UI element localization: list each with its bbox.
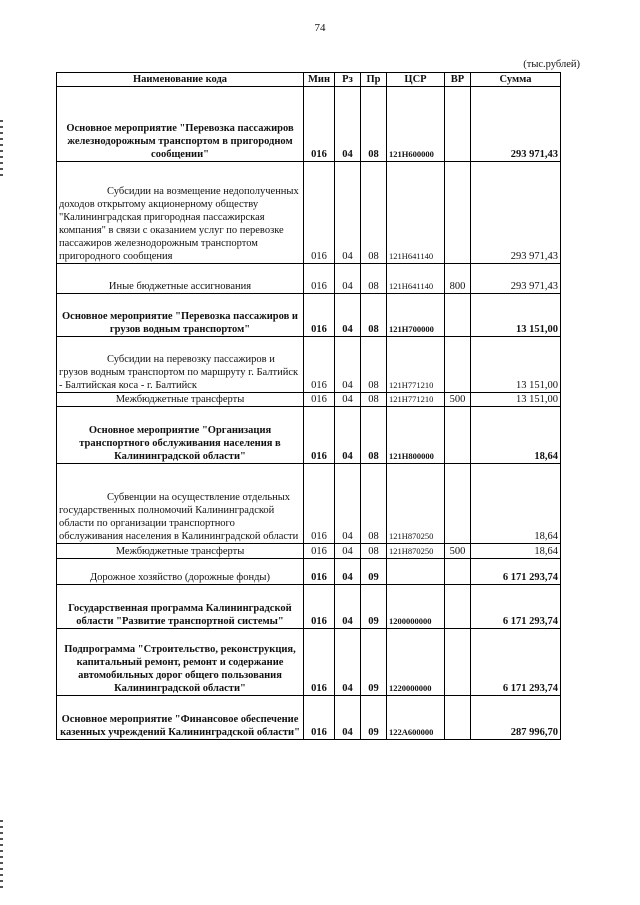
units-label: (тыс.рублей) bbox=[523, 59, 580, 70]
table-row bbox=[57, 87, 561, 162]
page-number: 74 bbox=[314, 22, 326, 34]
row-name: Основное мероприятие "Организация транспортного обслуживания населения в Калининградской области" bbox=[57, 407, 304, 464]
row-vr bbox=[445, 696, 471, 740]
table-header-row bbox=[57, 73, 561, 87]
row-sum: 293 971,43 bbox=[471, 87, 561, 162]
row-csr: 121Н641140 bbox=[387, 264, 445, 294]
row-vr bbox=[445, 559, 471, 585]
row-min: 016 bbox=[304, 264, 335, 294]
table-row bbox=[57, 585, 561, 629]
row-rz: 04 bbox=[335, 464, 361, 544]
row-rz: 04 bbox=[335, 585, 361, 629]
row-pr: 09 bbox=[361, 559, 387, 585]
row-csr: 121Н641140 bbox=[387, 162, 445, 264]
row-name: Государственная программа Калининградской области "Развитие транспортной системы" bbox=[57, 585, 304, 629]
row-name: Субсидии на перевозку пассажиров и грузов водным транспортом по маршруту г. Балтийск - Балтийская коса - г. Балтийск bbox=[57, 337, 304, 393]
row-vr: 500 bbox=[445, 393, 471, 407]
table-row bbox=[57, 162, 561, 264]
row-min: 016 bbox=[304, 294, 335, 337]
row-min: 016 bbox=[304, 393, 335, 407]
row-vr bbox=[445, 294, 471, 337]
row-min: 016 bbox=[304, 162, 335, 264]
table-row bbox=[57, 407, 561, 464]
row-pr: 08 bbox=[361, 393, 387, 407]
row-name: Межбюджетные трансферты bbox=[57, 544, 304, 559]
row-rz: 04 bbox=[335, 629, 361, 696]
row-sum: 6 171 293,74 bbox=[471, 629, 561, 696]
row-vr bbox=[445, 464, 471, 544]
row-rz: 04 bbox=[335, 87, 361, 162]
row-rz: 04 bbox=[335, 393, 361, 407]
row-rz: 04 bbox=[335, 294, 361, 337]
column-header-vr: ВР bbox=[445, 73, 471, 87]
row-sum: 293 971,43 bbox=[471, 162, 561, 264]
row-csr: 121Н771210 bbox=[387, 337, 445, 393]
row-sum: 6 171 293,74 bbox=[471, 559, 561, 585]
row-csr: 121Н800000 bbox=[387, 407, 445, 464]
row-pr: 08 bbox=[361, 162, 387, 264]
row-sum: 13 151,00 bbox=[471, 337, 561, 393]
row-pr: 08 bbox=[361, 294, 387, 337]
row-rz: 04 bbox=[335, 544, 361, 559]
row-csr bbox=[387, 559, 445, 585]
row-csr: 1200000000 bbox=[387, 585, 445, 629]
row-sum: 18,64 bbox=[471, 407, 561, 464]
row-vr bbox=[445, 629, 471, 696]
row-min: 016 bbox=[304, 585, 335, 629]
row-min: 016 bbox=[304, 544, 335, 559]
column-header-name: Наименование кода bbox=[57, 73, 304, 87]
row-name: Субсидии на возмещение недополученных доходов открытому акционерному обществу "Калининградская пригородная пассажирская компания" в связи с оказанием услуг по перевозке пассажиров железнодорожным транспортом пригородного сообщения bbox=[57, 162, 304, 264]
table-row bbox=[57, 696, 561, 740]
row-sum: 6 171 293,74 bbox=[471, 585, 561, 629]
row-vr bbox=[445, 337, 471, 393]
table-row bbox=[57, 264, 561, 294]
row-pr: 08 bbox=[361, 407, 387, 464]
row-csr: 121Н870250 bbox=[387, 464, 445, 544]
row-vr: 800 bbox=[445, 264, 471, 294]
row-csr: 1220000000 bbox=[387, 629, 445, 696]
row-sum: 18,64 bbox=[471, 544, 561, 559]
scan-edge-marks bbox=[0, 120, 3, 180]
row-sum: 18,64 bbox=[471, 464, 561, 544]
column-header-pr: Пр bbox=[361, 73, 387, 87]
row-pr: 09 bbox=[361, 629, 387, 696]
row-pr: 08 bbox=[361, 544, 387, 559]
table-row bbox=[57, 294, 561, 337]
row-min: 016 bbox=[304, 464, 335, 544]
row-csr: 121Н870250 bbox=[387, 544, 445, 559]
row-min: 016 bbox=[304, 559, 335, 585]
row-csr: 121Н700000 bbox=[387, 294, 445, 337]
budget-table bbox=[56, 72, 561, 740]
row-sum: 293 971,43 bbox=[471, 264, 561, 294]
row-name: Основное мероприятие "Финансовое обеспечение казенных учреждений Калининградской области" bbox=[57, 696, 304, 740]
column-header-min: Мин bbox=[304, 73, 335, 87]
row-csr: 121Н771210 bbox=[387, 393, 445, 407]
row-vr bbox=[445, 407, 471, 464]
row-sum: 13 151,00 bbox=[471, 393, 561, 407]
row-name: Основное мероприятие "Перевозка пассажиров и грузов водным транспортом" bbox=[57, 294, 304, 337]
row-name: Межбюджетные трансферты bbox=[57, 393, 304, 407]
row-name: Основное мероприятие "Перевозка пассажиров железнодорожным транспортом в пригородном сообщении" bbox=[57, 87, 304, 162]
scan-edge-marks bbox=[0, 820, 3, 890]
row-pr: 08 bbox=[361, 337, 387, 393]
row-min: 016 bbox=[304, 407, 335, 464]
row-rz: 04 bbox=[335, 264, 361, 294]
row-pr: 08 bbox=[361, 87, 387, 162]
row-pr: 09 bbox=[361, 696, 387, 740]
row-rz: 04 bbox=[335, 337, 361, 393]
row-csr: 122А600000 bbox=[387, 696, 445, 740]
row-rz: 04 bbox=[335, 162, 361, 264]
row-min: 016 bbox=[304, 696, 335, 740]
row-sum: 13 151,00 bbox=[471, 294, 561, 337]
row-name: Иные бюджетные ассигнования bbox=[57, 264, 304, 294]
column-header-rz: Рз bbox=[335, 73, 361, 87]
table-row bbox=[57, 544, 561, 559]
row-rz: 04 bbox=[335, 559, 361, 585]
table-row bbox=[57, 337, 561, 393]
row-min: 016 bbox=[304, 337, 335, 393]
row-name: Дорожное хозяйство (дорожные фонды) bbox=[57, 559, 304, 585]
row-sum: 287 996,70 bbox=[471, 696, 561, 740]
row-vr: 500 bbox=[445, 544, 471, 559]
column-header-csr: ЦСР bbox=[387, 73, 445, 87]
row-name: Субвенции на осуществление отдельных государственных полномочий Калининградской области по организации транспортного обслуживания населения в Калининградской области bbox=[57, 464, 304, 544]
column-header-sum: Сумма bbox=[471, 73, 561, 87]
row-pr: 08 bbox=[361, 464, 387, 544]
row-name: Подпрограмма "Строительство, реконструкция, капитальный ремонт, ремонт и содержание автомобильных дорог общего пользования Калининградской области" bbox=[57, 629, 304, 696]
row-pr: 09 bbox=[361, 585, 387, 629]
table-row bbox=[57, 464, 561, 544]
row-vr bbox=[445, 162, 471, 264]
row-vr bbox=[445, 585, 471, 629]
table-row bbox=[57, 629, 561, 696]
table-row bbox=[57, 393, 561, 407]
row-rz: 04 bbox=[335, 696, 361, 740]
row-pr: 08 bbox=[361, 264, 387, 294]
row-csr: 121Н600000 bbox=[387, 87, 445, 162]
row-min: 016 bbox=[304, 87, 335, 162]
table-row bbox=[57, 559, 561, 585]
row-vr bbox=[445, 87, 471, 162]
row-min: 016 bbox=[304, 629, 335, 696]
row-rz: 04 bbox=[335, 407, 361, 464]
